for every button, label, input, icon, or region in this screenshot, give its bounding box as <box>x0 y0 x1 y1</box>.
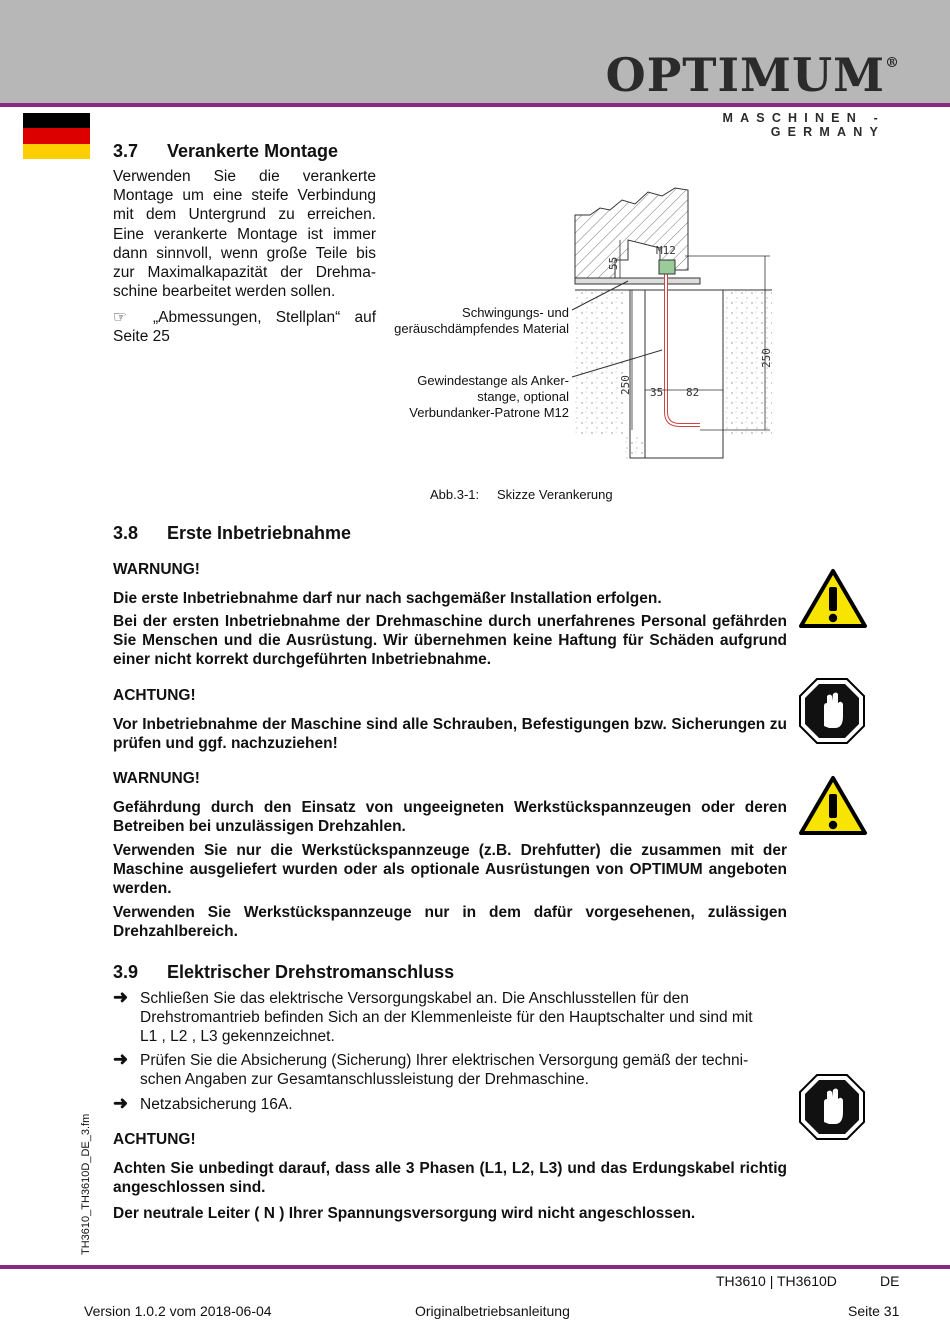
attention-title-1: ACHTUNG! <box>113 687 196 704</box>
file-name-note: TH3610_TH3610D_DE_3.fm <box>80 1113 92 1255</box>
footer-rule <box>0 1265 950 1269</box>
footer-document: Originalbetriebsanleitung <box>415 1303 570 1319</box>
list-item: ➜ Schließen Sie das elektrische Versorgungskabel an. Die Anschlusstellen für den Drehstromantrieb befinden Sich an der Klemmenleiste für den Hauptschalter und sind mit L1 , L2 , L3 gekennzeichnet. <box>113 987 753 1046</box>
figure-caption: Abb.3-1: Skizze Verankerung <box>430 487 613 502</box>
warning-2-text-2: Verwenden Sie nur die Werkstückspannzeuge (z.B. Drehfutter) die zusammen mit der Maschine ausgeliefert wurden oder als optionale Ausrüstungen von OPTIMUM angeboten werden. <box>113 842 787 898</box>
stop-hand-icon <box>797 1072 867 1142</box>
dim-250-right: 250 <box>760 348 773 368</box>
footer-version: Version 1.0.2 vom 2018-06-04 <box>84 1303 272 1319</box>
list-item: ➜ Netzabsicherung 16A. <box>113 1093 293 1113</box>
attention-1-text: Vor Inbetriebnahme der Maschine sind alle Schrauben, Befestigungen bzw. Sicherungen zu prüfen und ggf. nachzuziehen! <box>113 716 787 753</box>
warning-1-text-2: Bei der ersten Inbetriebnahme der Drehmaschine durch unerfahrenes Personal gefährden Sie Menschen und die Ausrüstung. Wir übernehmen keine Haftung für Schäden aufgrund einer nicht korrekt durchgeführten Inbetriebnahme. <box>113 613 787 669</box>
figure-label-damping: Schwingungs- und geräuschdämpfendes Material <box>394 305 569 336</box>
header-rule <box>0 103 950 107</box>
warning-triangle-icon <box>798 568 868 630</box>
warning-2-text-1: Gefährdung durch den Einsatz von ungeeigneten Werkstückspannzeugen oder deren Betreiben bei unzulässigen Drehzahlen. <box>113 799 787 836</box>
dim-35: 35 <box>650 386 664 399</box>
dim-82: 82 <box>686 386 700 399</box>
arrow-right-icon: ➜ <box>113 987 129 1007</box>
footer-page-number: Seite 31 <box>848 1303 900 1319</box>
section-heading-3-8: 3.8 Erste Inbetriebnahme <box>113 523 352 543</box>
warning-title-1: WARNUNG! <box>113 561 200 578</box>
attention-2-text-2: Der neutrale Leiter ( N ) Ihrer Spannungsversorgung wird nicht angeschlossen. <box>113 1205 696 1222</box>
list-item: ➜ Prüfen Sie die Absicherung (Sicherung) Ihrer elektrischen Versorgung gemäß der techni-schen Angaben zur Gesamtanschlussleistung der Drehmaschine. <box>113 1049 749 1089</box>
arrow-right-icon: ➜ <box>113 1049 129 1069</box>
section-heading-3-7: 3.7 Verankerte Montage <box>113 141 339 161</box>
german-flag-icon <box>23 113 90 159</box>
dim-55: 55 <box>607 256 620 270</box>
warning-2-text-3: Verwenden Sie Werkstückspannzeuge nur in dem dafür vorgesehenen, zulässigen Drehzahlbereich. <box>113 904 787 941</box>
cross-reference[interactable]: ☞ „Abmessungen, Stellplan“ auf Seite 25 <box>113 309 376 346</box>
section-heading-3-9: 3.9 Elektrischer Drehstromanschluss <box>113 962 455 982</box>
section-3-7-text: Verwenden Sie die verankerte Montage um eine steife Verbindung mit dem Untergrund zu erreichen. Eine verankerte Montage ist immer dann sinnvoll, wenn große Teile bis zur Maximalkapazität der Drehma-schine bearbeitet werden sollen. <box>113 168 376 301</box>
optimum-logo: OPTIMUM® <box>605 48 900 102</box>
warning-1-text-1: Die erste Inbetriebnahme darf nur nach sachgemäßer Installation erfolgen. <box>113 590 662 607</box>
warning-title-2: WARNUNG! <box>113 770 200 787</box>
stop-hand-icon <box>797 676 867 746</box>
footer-language: DE <box>880 1273 900 1289</box>
warning-triangle-icon <box>798 775 868 837</box>
pointing-hand-icon: ☞ <box>113 309 127 326</box>
anchoring-sketch <box>560 180 785 470</box>
footer-model: TH3610 | TH3610D <box>716 1273 837 1289</box>
figure-label-rod: Gewindestange als Anker- stange, optional Verbundanker-Patrone M12 <box>409 373 569 420</box>
dim-m12: M12 <box>656 244 676 257</box>
arrow-right-icon: ➜ <box>113 1093 129 1113</box>
attention-title-2: ACHTUNG! <box>113 1131 196 1148</box>
dim-250-left: 250 <box>619 375 632 395</box>
attention-2-text-1: Achten Sie unbedingt darauf, dass alle 3 Phasen (L1, L2, L3) und das Erdungskabel richtig angeschlossen sind. <box>113 1160 787 1197</box>
logo-subtitle: MASCHINEN - GERMANY <box>722 111 885 139</box>
